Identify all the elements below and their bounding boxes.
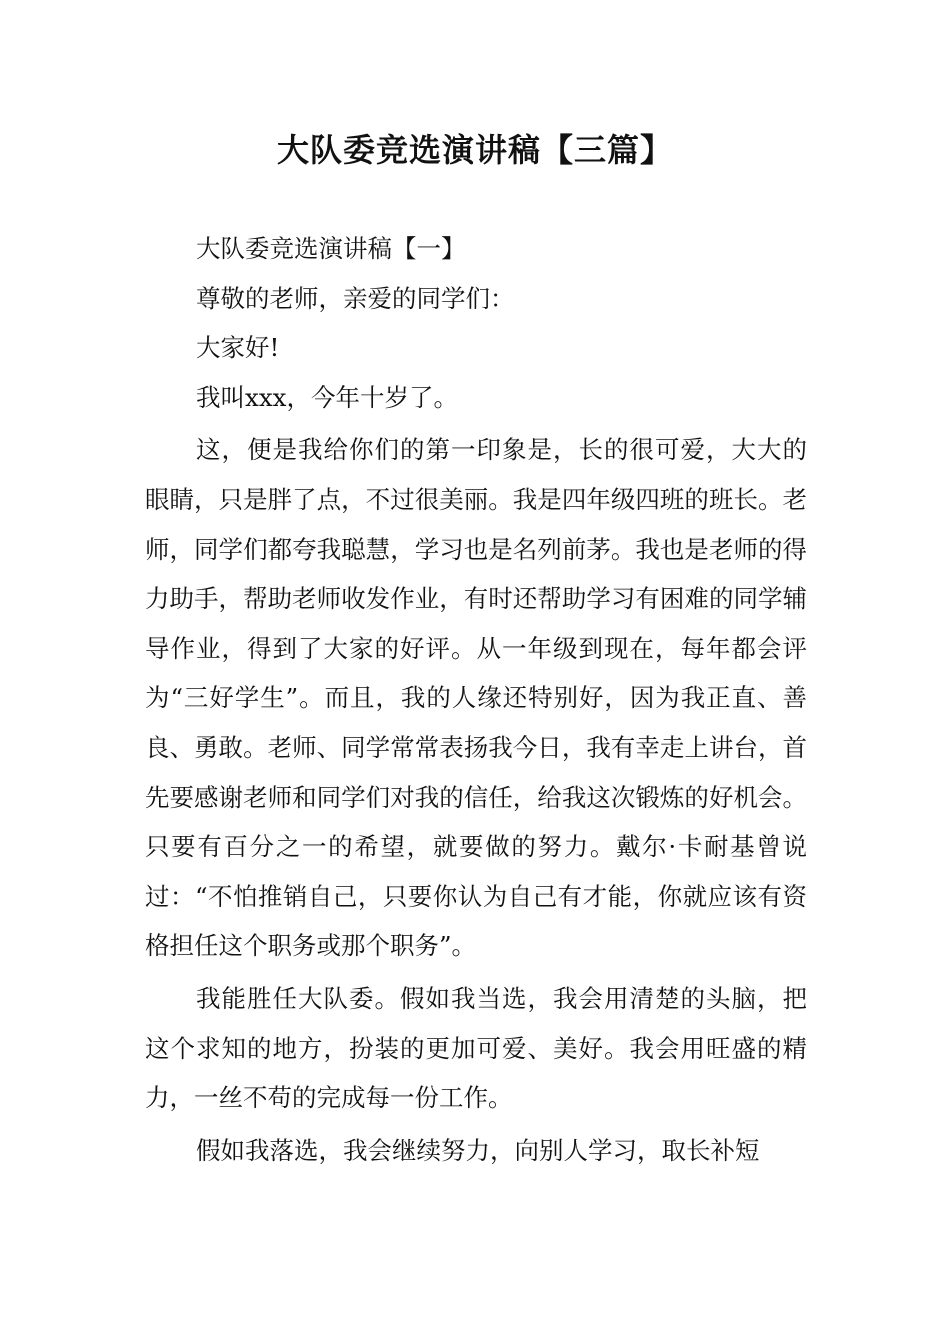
body-paragraph: 这，便是我给你们的第一印象是，长的很可爱，大大的眼睛，只是胖了点，不过很美丽。我是四年级四班的班长。老师，同学们都夸我聪慧，学习也是名列前茅。我也是老师的得力助手，帮助老师收发作业，有时还帮助学习有困难的同学辅导作业，得到了大家的好评。从一年级到现在，每年都会评为“三好学生”。而且，我的人缘还特别好，因为我正直、善良、勇敢。老师、同学常常表扬我今日，我有幸走上讲台，首先要感谢老师和同学们对我的信任，给我这次锻炼的好机会。只要有百分之一的希望，就要做的努力。戴尔·卡耐基曾说过：“不怕推销自己，只要你认为自己有才能，你就应该有资格担任这个职务或那个职务”。 (145, 435, 807, 961)
body-paragraph: 假如我落选，我会继续努力，向别人学习，取长补短 (196, 1135, 760, 1165)
document-body (145, 224, 807, 1175)
section-heading: 大队委竞选演讲稿【一】 (196, 234, 466, 263)
salutation: 尊敬的老师，亲爱的同学们： (196, 283, 515, 313)
self-introduction: 我叫xxx，今年十岁了。 (196, 382, 458, 412)
body-paragraph: 我能胜任大队委。假如我当选，我会用清楚的头脑，把这个求知的地方，扮装的更加可爱、美好。我会用旺盛的精力，一丝不苟的完成每一份工作。 (145, 983, 807, 1113)
greeting: 大家好! (196, 333, 280, 363)
document-title: 大队委竞选演讲稿【三篇】 (276, 131, 673, 169)
